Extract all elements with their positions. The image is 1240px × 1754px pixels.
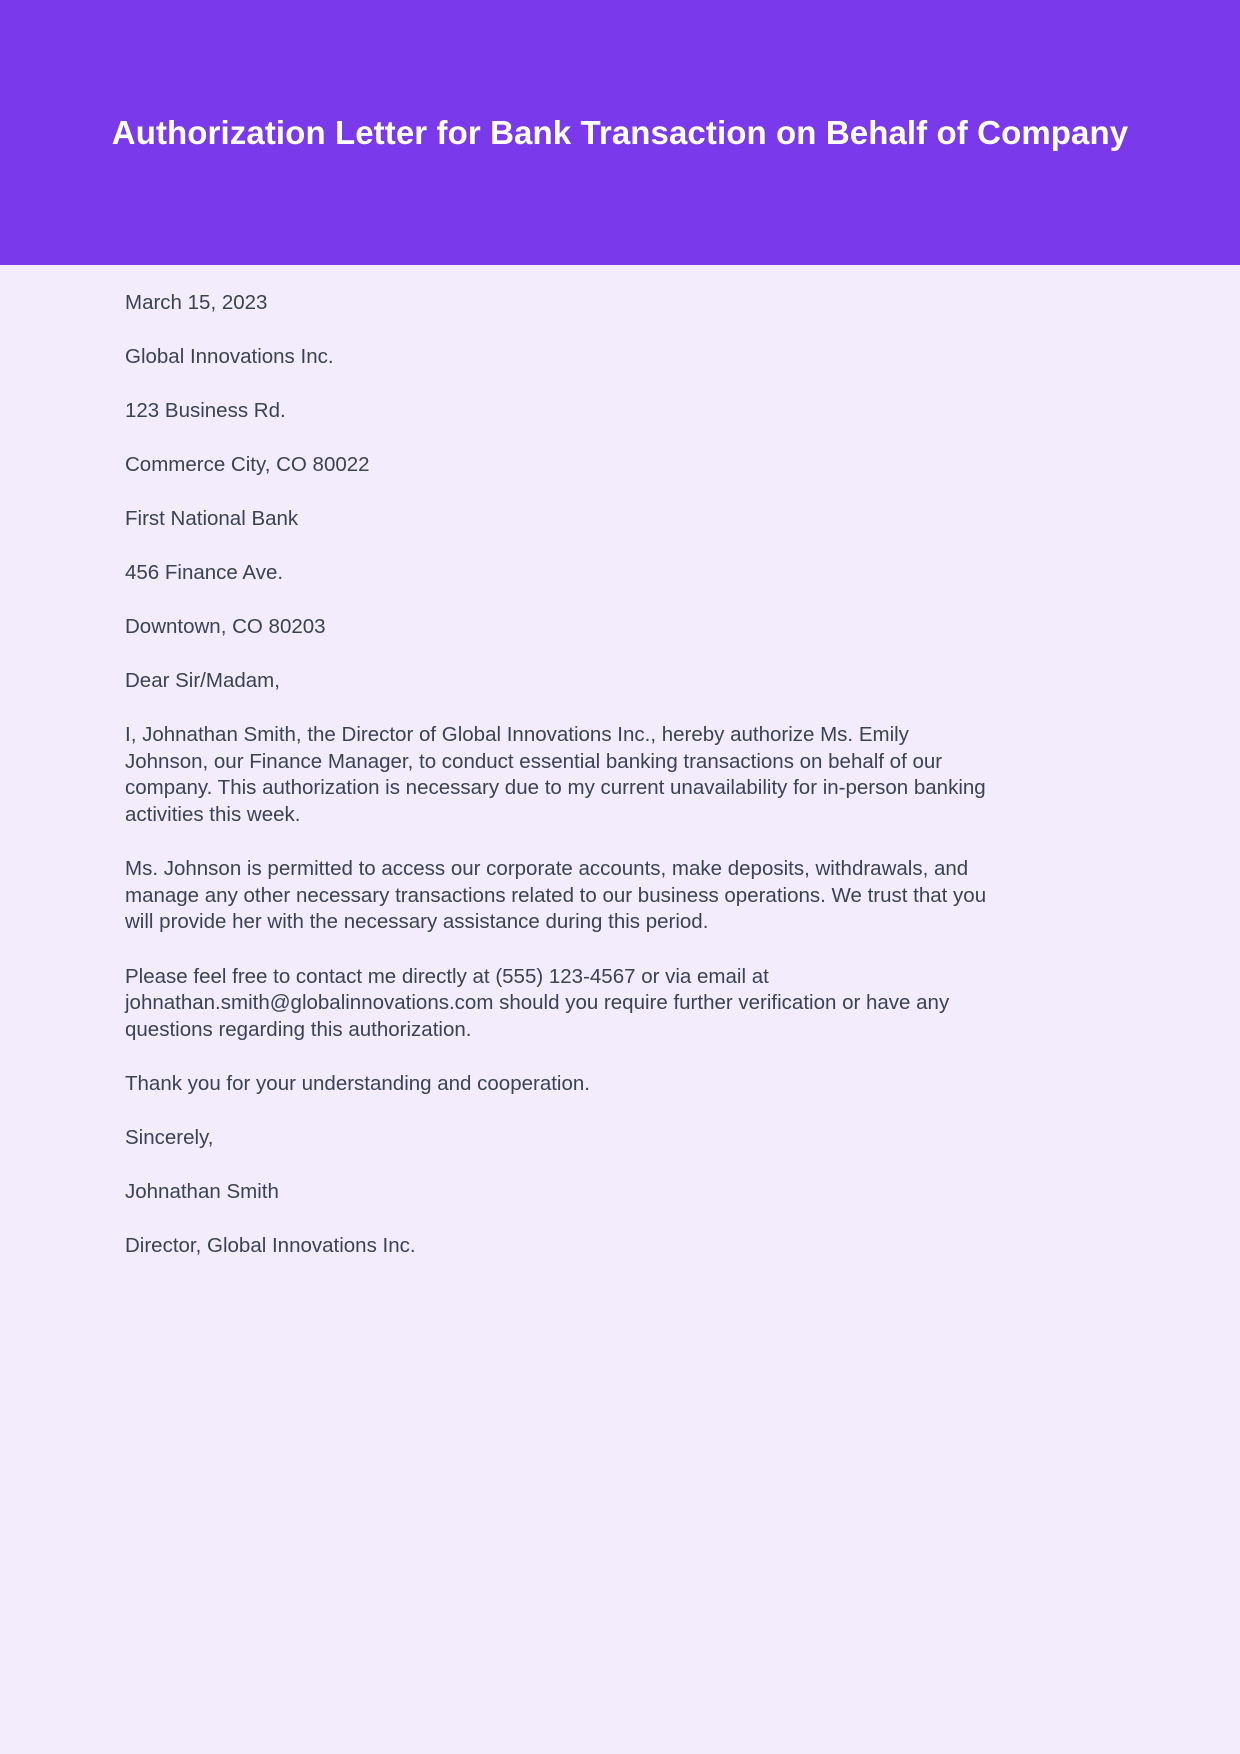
recipient-city-state-zip: Downtown, CO 80203 bbox=[125, 615, 326, 638]
letter-body bbox=[0, 265, 1240, 1754]
closing-salutation: Sincerely, bbox=[125, 1126, 214, 1149]
page-title: Authorization Letter for Bank Transaction on Behalf of Company bbox=[111, 113, 1129, 151]
recipient-street: 456 Finance Ave. bbox=[125, 561, 284, 584]
signer-title: Director, Global Innovations Inc. bbox=[125, 1234, 416, 1257]
closing-thanks: Thank you for your understanding and cooperation. bbox=[125, 1072, 590, 1095]
document-header-band bbox=[0, 0, 1240, 265]
sender-company: Global Innovations Inc. bbox=[125, 345, 334, 368]
body-paragraph-2: Ms. Johnson is permitted to access our corporate accounts, make deposits, withdrawals, and manage any other necessary transactions related to our business operations. We trust that you will provide her with the necessary assistance during this period. bbox=[125, 857, 987, 933]
letter-date: March 15, 2023 bbox=[125, 291, 268, 314]
sender-city-state-zip: Commerce City, CO 80022 bbox=[125, 453, 370, 476]
sender-street: 123 Business Rd. bbox=[125, 399, 286, 422]
signer-name: Johnathan Smith bbox=[125, 1180, 279, 1203]
recipient-bank: First National Bank bbox=[125, 507, 299, 530]
salutation: Dear Sir/Madam, bbox=[125, 669, 280, 692]
body-paragraph-3: Please feel free to contact me directly at (555) 123-4567 or via email at johnathan.smith@globalinnovations.com should you require further verification or have any questions regarding this authorization. bbox=[125, 964, 950, 1041]
body-paragraph-1: I, Johnathan Smith, the Director of Global Innovations Inc., hereby authorize Ms. Emily Johnson, our Finance Manager, to conduct essential banking transactions on behalf of our company. This authorization is necessary due to my current unavailability for in-person banking activities this week. bbox=[125, 723, 986, 826]
